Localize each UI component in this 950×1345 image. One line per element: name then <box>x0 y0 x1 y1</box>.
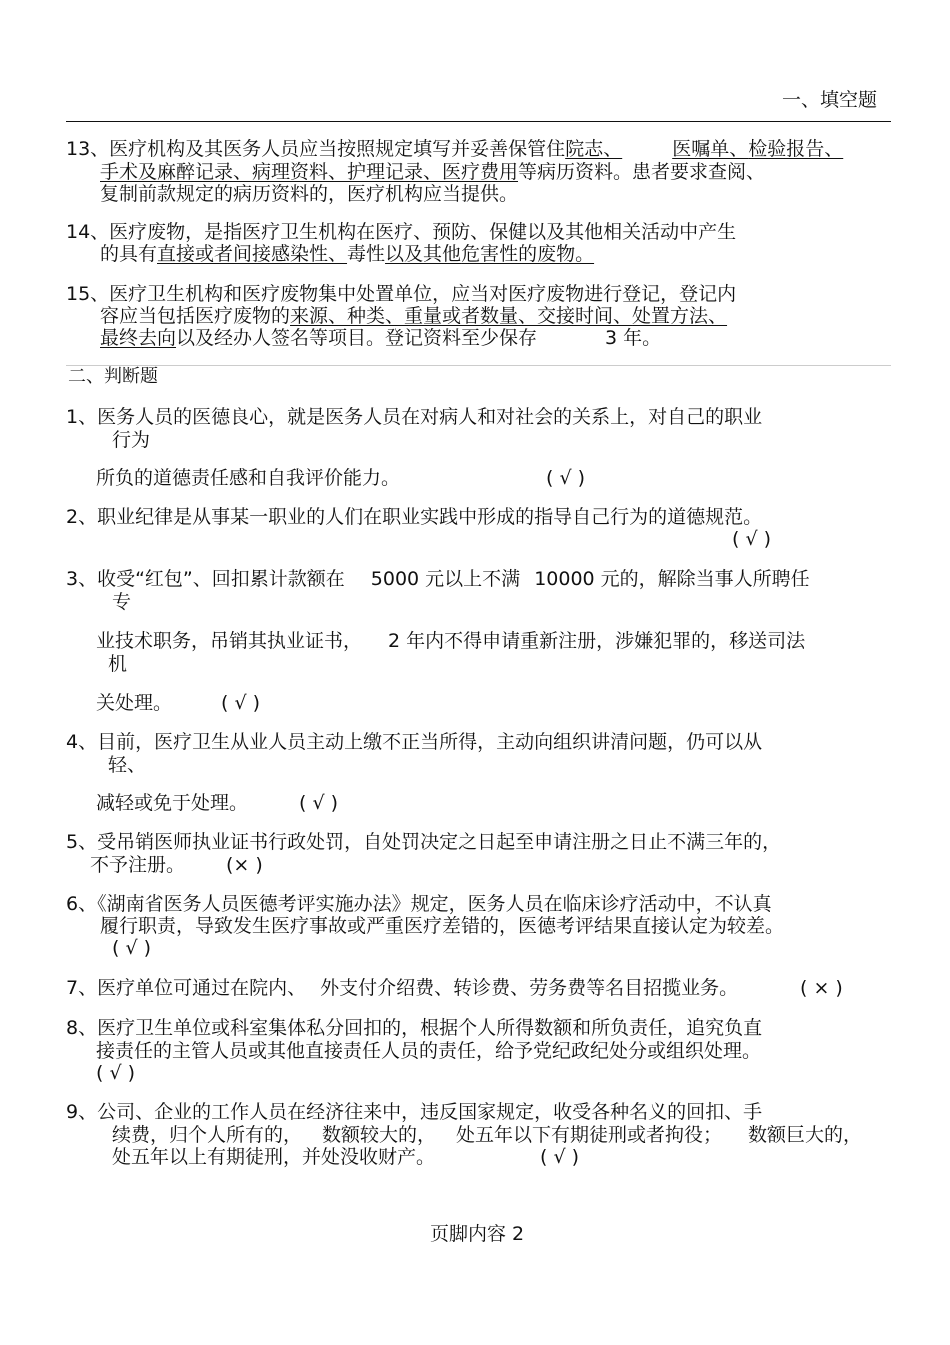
page-footer: 页脚内容 2 <box>430 1223 525 1245</box>
judgment-item-9-mark: ( √ ) <box>540 1146 580 1168</box>
judgment-item-1-line-1: 1、医务人员的医德良心，就是医务人员在对病人和对社会的关系上，对自己的职业 <box>66 406 763 428</box>
judgment-item-6-line-2: 履行职责，导致发生医疗事故或严重医疗差错的，医德考评结果直接认定为较差。 <box>100 915 785 937</box>
section-divider <box>66 365 891 366</box>
fill-item-13-line-2: 手术及麻醉记录、病理资料、护理记录、医疗费用等病历资料。患者要求查阅、 <box>100 161 766 183</box>
fill-item-15-line-3: 最终去向以及经办人签名等项目。登记资料至少保存 3 年。 <box>100 327 662 349</box>
judgment-item-9-line-1: 9、公司、企业的工作人员在经济往来中，违反国家规定，收受各种名义的回扣、手 <box>66 1101 763 1123</box>
judgment-item-3-line-3: 业技术职务，吊销其执业证书， 2 年内不得申请重新注册，涉嫌犯罪的，移送司法 <box>96 630 806 652</box>
judgment-item-1-mark: ( √ ) <box>546 467 586 489</box>
judgment-item-3-line-1: 3、收受“红包”、回扣累计款额在 5000 元以上不满 10000 元的，解除当事人所聘任 <box>66 568 810 590</box>
fill-item-14-line-2: 的具有直接或者间接感染性、毒性以及其他危害性的废物。 <box>100 243 595 265</box>
section-title-judgment: 二、判断题 <box>68 366 158 387</box>
judgment-item-2-mark: ( √ ) <box>732 528 772 550</box>
judgment-item-3-line-5: 关处理。 <box>96 692 173 714</box>
judgment-item-1-line-2: 行为 <box>112 429 151 451</box>
fill-item-13-line-1: 13、医疗机构及其医务人员应当按照规定填写并妥善保管住院志、 医嘱单、检验报告、 <box>66 138 844 160</box>
judgment-item-3-mark: ( √ ) <box>221 692 261 714</box>
judgment-item-4-line-3: 减轻或免于处理。 <box>96 792 249 814</box>
judgment-item-1-line-3: 所负的道德责任感和自我评价能力。 <box>96 467 401 489</box>
fill-item-13-line-3: 复制前款规定的病历资料的，医疗机构应当提供。 <box>100 183 519 205</box>
judgment-item-8-mark: ( √ ) <box>96 1062 136 1084</box>
judgment-item-4-line-2: 轻、 <box>108 754 147 776</box>
section-label-fill-in: 一、填空题 <box>782 89 878 111</box>
judgment-item-4-line-1: 4、目前，医疗卫生从业人员主动上缴不正当所得，主动向组织讲清问题，仍可以从 <box>66 731 763 753</box>
judgment-item-2-line-1: 2、职业纪律是从事某一职业的人们在职业实践中形成的指导自己行为的道德规范。 <box>66 506 763 528</box>
judgment-item-3-line-4: 机 <box>108 653 128 675</box>
judgment-item-3-line-2: 专 <box>112 591 132 613</box>
fill-item-15-line-1: 15、医疗卫生机构和医疗废物集中处置单位，应当对医疗废物进行登记，登记内 <box>66 283 737 305</box>
judgment-item-9-line-3: 处五年以上有期徒刑，并处没收财产。 <box>112 1146 436 1168</box>
judgment-item-5-line-2: 不予注册。 <box>90 854 186 876</box>
judgment-item-5-mark: (× ) <box>226 854 263 876</box>
fill-item-15-line-2: 容应当包括医疗废物的来源、种类、重量或者数量、交接时间、处置方法、 <box>100 305 728 327</box>
fill-item-14-line-1: 14、医疗废物，是指医疗卫生机构在医疗、预防、保健以及其他相关活动中产生 <box>66 221 737 243</box>
header-rule <box>66 121 891 122</box>
judgment-item-5-line-1: 5、受吊销医师执业证书行政处罚，自处罚决定之日起至申请注册之日止不满三年的， <box>66 831 782 853</box>
judgment-item-8-line-2: 接责任的主管人员或其他直接责任人员的责任，给予党纪政纪处分或组织处理。 <box>96 1040 762 1062</box>
judgment-item-4-mark: ( √ ) <box>299 792 339 814</box>
judgment-item-6-mark: ( √ ) <box>112 937 152 959</box>
judgment-item-7-mark: ( × ) <box>800 977 843 999</box>
judgment-item-7-line-1: 7、医疗单位可通过在院内、 外支付介绍费、转诊费、劳务费等名目招揽业务。 <box>66 977 739 999</box>
judgment-item-6-line-1: 6、《湖南省医务人员医德考评实施办法》规定，医务人员在临床诊疗活动中，不认真 <box>66 893 772 915</box>
judgment-item-8-line-1: 8、医疗卫生单位或科室集体私分回扣的，根据个人所得数额和所负责任，追究负直 <box>66 1017 763 1039</box>
judgment-item-9-line-2: 续费，归个人所有的， 数额较大的， 处五年以下有期徒刑或者拘役； 数额巨大的， <box>112 1124 863 1146</box>
